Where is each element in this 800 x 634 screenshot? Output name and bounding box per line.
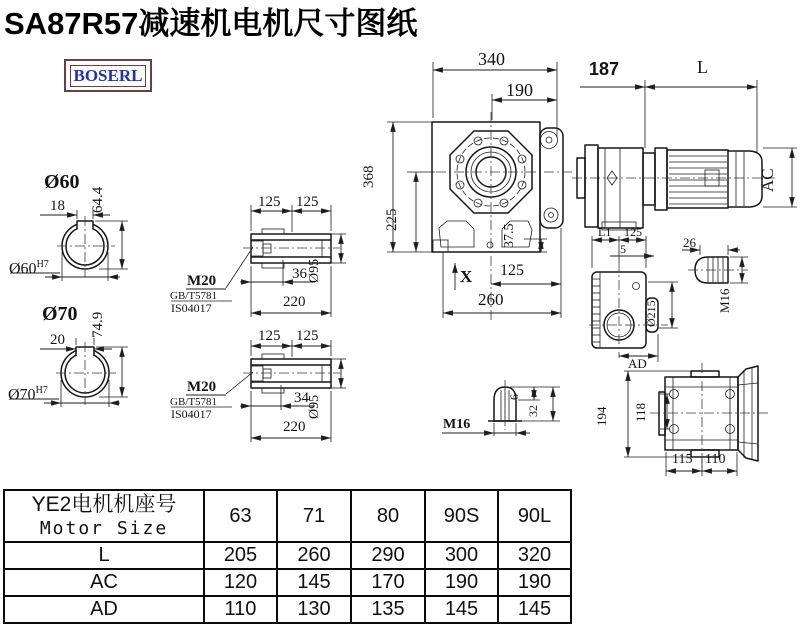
front-foot: 37.5	[502, 223, 517, 248]
shaft-bot-std1: GB/T5781	[170, 396, 218, 408]
table-cell: 300	[425, 542, 498, 569]
tip-right-len: 26	[683, 235, 696, 250]
front-bottom1: 125	[500, 262, 524, 279]
output-dia: Ø215	[644, 300, 658, 327]
top-view-height: 194	[594, 406, 609, 426]
output-width: AD	[628, 356, 647, 371]
table-col-80: 80	[351, 490, 425, 542]
output-dim3: 5	[620, 242, 626, 256]
table-cell: 135	[351, 596, 425, 623]
shaft-bot-length: 220	[283, 419, 306, 435]
tip-bottom-thread: M16	[443, 417, 471, 432]
bore60-dia-label: $Ø60^{H7}$	[9, 259, 49, 278]
shaft-bot-seg2: 125	[296, 328, 319, 344]
shaft-top-dia: Ø95	[307, 258, 322, 283]
table-cell: 145	[425, 596, 498, 623]
side-diameter: AC	[758, 168, 777, 192]
front-axis: 225	[384, 208, 400, 231]
table-header-motor-size	[4, 490, 204, 542]
row-label: AD	[4, 596, 204, 623]
page-title: SA87R57减速机电机尺寸图纸	[4, 6, 418, 41]
side-length: L	[697, 57, 708, 77]
front-height: 368	[361, 165, 377, 188]
bore70-height: 74.9	[90, 311, 106, 338]
output-flange-view	[589, 236, 678, 362]
front-flange: 190	[506, 80, 533, 100]
top-view-holes: 118	[633, 402, 648, 422]
table-header-cn: YE2电机机座号	[31, 493, 177, 516]
table-col-71: 71	[277, 490, 351, 542]
bore70-key-width: 20	[50, 332, 65, 348]
shaft-bot-seg1: 125	[258, 328, 281, 344]
table-cell: 120	[204, 569, 277, 596]
table-col-90s: 90S	[425, 490, 498, 542]
table-cell: 260	[277, 542, 351, 569]
shaft-bot-depth: 34	[294, 390, 309, 406]
output-dim1: L1	[598, 225, 612, 239]
front-width: 340	[478, 49, 505, 69]
table-cell: 190	[498, 569, 571, 596]
shaft-bot-dia: Ø95	[307, 394, 322, 419]
front-marker: X	[460, 267, 473, 286]
table-cell: 145	[277, 569, 351, 596]
bore70-title: Ø70	[42, 303, 78, 325]
shaft-top-std1: GB/T5781	[170, 290, 218, 302]
shaft-top-seg2: 125	[296, 194, 319, 210]
table-cell: 205	[204, 542, 277, 569]
table-cell: 110	[204, 596, 277, 623]
table-header-en: Motor Size	[39, 518, 169, 539]
table-cell: 170	[351, 569, 425, 596]
shaft-top-bolt: M20	[187, 273, 217, 289]
output-dim2: 125	[624, 225, 642, 239]
shaft-top-seg1: 125	[258, 194, 281, 210]
bore60-title: Ø60	[44, 171, 80, 193]
shaft-tip-right	[682, 245, 748, 283]
tip-bottom-d1: 6	[507, 394, 521, 400]
brand-logo-text: BOSERL	[70, 65, 147, 87]
shaft-top-length: 220	[283, 294, 306, 310]
shaft-top-depth: 36	[292, 266, 307, 282]
bore70-dia-label: $Ø70^{H7}$	[8, 385, 48, 404]
shaft-bot-bolt: M20	[187, 379, 217, 395]
side-adapter: 187	[589, 59, 620, 79]
row-label: AC	[4, 569, 204, 596]
motor-side-view	[572, 80, 797, 230]
table-cell: 290	[351, 542, 425, 569]
tip-bottom-d2: 32	[526, 405, 540, 417]
bore60-height: 64.4	[90, 186, 106, 213]
shaft-top-std2: IS04017	[171, 301, 212, 315]
table-row-AC	[4, 569, 571, 596]
motor-size-table	[3, 489, 572, 624]
table-row-AD	[4, 596, 571, 623]
front-bottom2: 260	[478, 290, 504, 309]
tip-right-thread: M16	[717, 288, 732, 313]
table-row-L	[4, 542, 571, 569]
table-col-63: 63	[204, 490, 277, 542]
top-view-b1: 115	[672, 452, 693, 467]
bore60-key-width: 18	[50, 198, 65, 214]
table-cell: 190	[425, 569, 498, 596]
top-view-b2: 110	[705, 452, 726, 467]
table-cell: 145	[498, 596, 571, 623]
gearbox-front-view	[387, 62, 575, 322]
shaft-bot-std2: IS04017	[171, 407, 212, 421]
table-cell: 130	[277, 596, 351, 623]
row-label: L	[4, 542, 204, 569]
table-cell: 320	[498, 542, 571, 569]
table-col-90l: 90L	[498, 490, 571, 542]
